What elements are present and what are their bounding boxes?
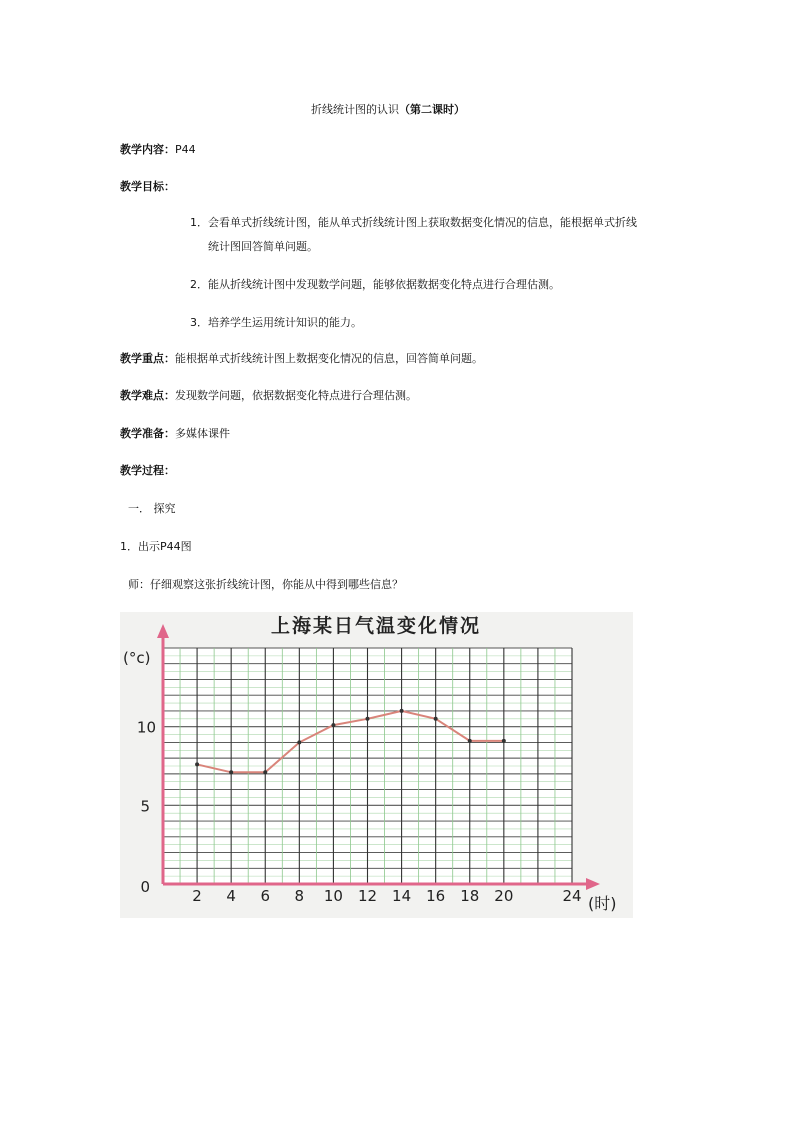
data-point [468,739,472,743]
goal-3: 3．培养学生运用统计知识的能力。 [190,316,362,329]
data-point [366,717,370,721]
x-tick-label: 16 [426,887,446,905]
x-tick-label: 18 [460,887,480,905]
y-axis-label: (°c) [123,649,151,667]
process-label: 教学过程： [120,464,175,477]
x-tick-label: 4 [226,887,236,905]
x-tick-label: 6 [260,887,271,905]
data-point [502,739,506,743]
y-tick-label: 10 [136,718,156,737]
teacher-prompt: 师：仔细观察这张折线统计图，你能从中得到哪些信息？ [128,578,403,591]
chart-title: 上海某日气温变化情况 [270,615,482,637]
y-tick-label: 5 [140,797,150,816]
temperature-line-chart [120,612,633,918]
preparation-row [120,427,230,441]
y-tick-label: 0 [140,878,150,896]
data-point [297,740,301,744]
step-1: 1．出示P44图 [120,540,192,553]
doc-title [311,103,465,117]
x-tick-label: 8 [294,887,305,905]
data-point [434,717,438,721]
doc-title-main: 折线统计图的认识 [311,103,399,116]
content-label: 教学内容： [120,143,175,156]
difficulty-row [120,389,417,403]
preparation-label: 教学准备： [120,427,175,440]
difficulty-label: 教学难点： [120,389,175,402]
data-point [195,762,199,766]
data-point [400,709,404,713]
data-point [331,723,335,727]
x-tick-label: 20 [494,887,514,905]
content-row [120,143,196,157]
content-value: P44 [175,143,196,156]
x-tick-label: 12 [357,887,378,905]
goal-2: 2．能从折线统计图中发现数学问题，能够依据数据变化特点进行合理估测。 [190,278,560,291]
goals-label: 教学目标： [120,180,175,193]
key-point-row [120,352,483,366]
x-tick-label: 2 [192,887,202,905]
key-point-label: 教学重点： [120,352,175,365]
doc-title-paren: （第二课时） [399,103,465,116]
x-axis-label: (时) [588,894,617,913]
data-point [263,770,267,774]
key-point-value: 能根据单式折线统计图上数据变化情况的信息，回答简单问题。 [175,352,483,365]
goal-1-line-1: 1．会看单式折线统计图，能从单式折线统计图上获取数据变化情况的信息，能根据单式折线 [190,216,637,229]
section-1-heading: 一． 探究 [128,502,176,515]
goal-1-line-2: 统计图回答简单问题。 [208,240,318,253]
data-point [229,770,233,774]
x-tick-label: 14 [392,887,412,905]
difficulty-value: 发现数学问题，依据数据变化特点进行合理估测。 [175,389,417,402]
x-tick-label: 10 [323,887,343,905]
preparation-value: 多媒体课件 [175,427,230,440]
x-tick-label: 24 [562,887,582,905]
